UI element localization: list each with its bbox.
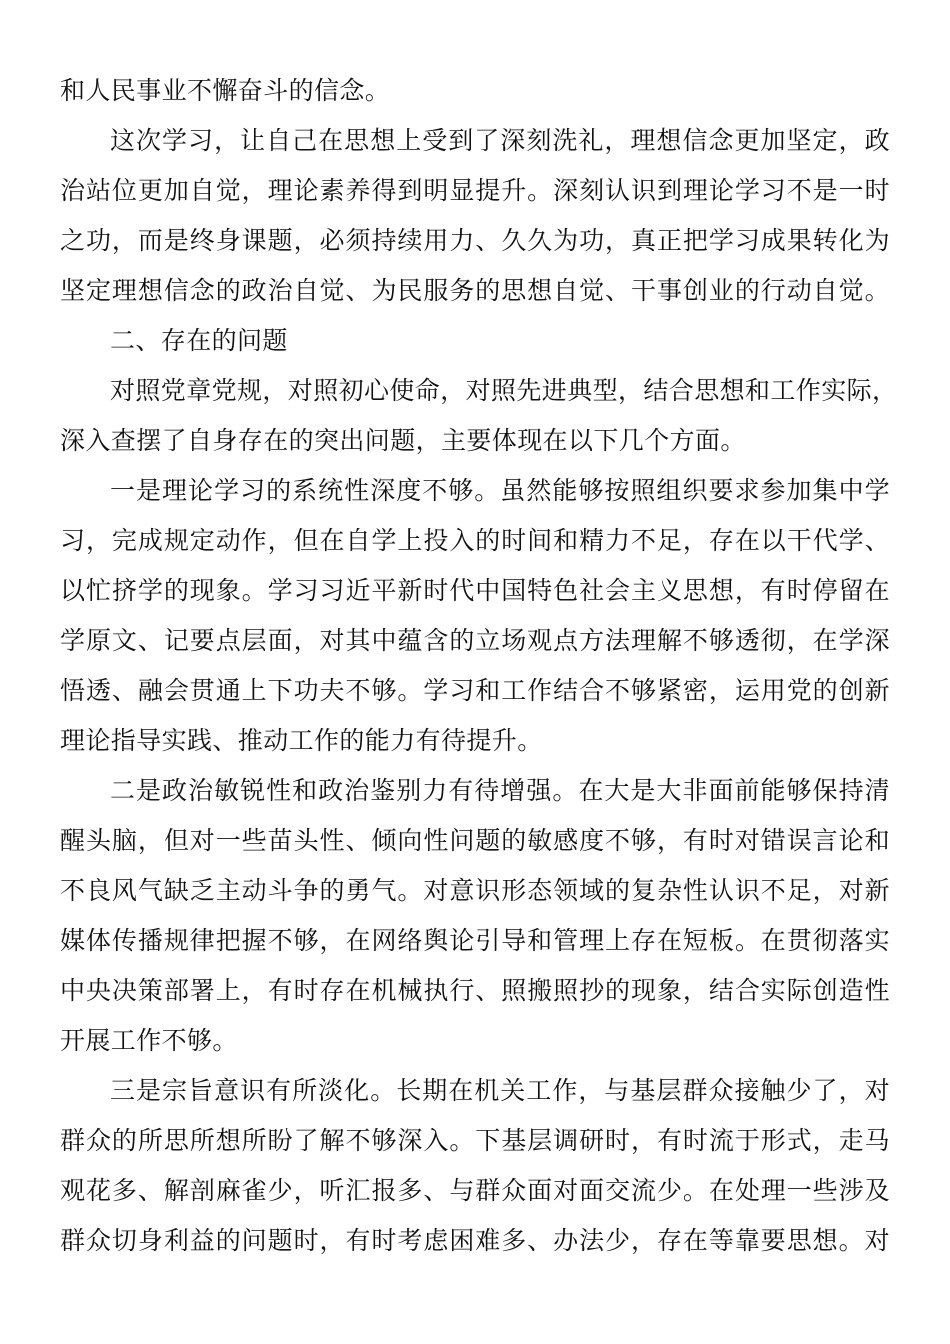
text-line: 坚定理想信念的政治自觉、为民服务的思想自觉、干事创业的行动自觉。 xyxy=(60,276,890,305)
text-line: 以忙挤学的现象。学习习近平新时代中国特色社会主义思想，有时停留在 xyxy=(60,576,890,605)
document-body xyxy=(60,66,898,1266)
text-line: 悟透、融会贯通上下功夫不够。学习和工作结合不够紧密，运用党的创新 xyxy=(60,676,890,705)
text-line: 理论指导实践、推动工作的能力有待提升。 xyxy=(60,726,543,755)
text-line: 一是理论学习的系统性深度不够。虽然能够按照组织要求参加集中学 xyxy=(110,476,890,505)
text-line: 三是宗旨意识有所淡化。长期在机关工作，与基层群众接触少了，对 xyxy=(110,1076,890,1105)
text-line: 这次学习，让自己在思想上受到了深刻洗礼，理想信念更加坚定，政 xyxy=(110,126,890,155)
text-line: 对照党章党规，对照初心使命，对照先进典型，结合思想和工作实际， xyxy=(110,376,898,405)
text-line: 二是政治敏锐性和政治鉴别力有待增强。在大是大非面前能够保持清 xyxy=(110,776,890,805)
text-line: 和人民事业不懈奋斗的信念。 xyxy=(60,76,391,105)
text-line: 学原文、记要点层面，对其中蕴含的立场观点方法理解不够透彻，在学深 xyxy=(60,626,890,655)
text-line: 观花多、解剖麻雀少，听汇报多、与群众面对面交流少。在处理一些涉及 xyxy=(60,1176,890,1205)
text-line: 深入查摆了自身存在的突出问题，主要体现在以下几个方面。 xyxy=(60,426,746,455)
text-line: 中央决策部署上，有时存在机械执行、照搬照抄的现象，结合实际创造性 xyxy=(60,976,890,1005)
text-line: 治站位更加自觉，理论素养得到明显提升。深刻认识到理论学习不是一时 xyxy=(60,176,890,205)
text-line: 习，完成规定动作，但在自学上投入的时间和精力不足，存在以干代学、 xyxy=(60,526,890,555)
text-line: 二、存在的问题 xyxy=(110,326,288,355)
text-line: 群众的所思所想所盼了解不够深入。下基层调研时，有时流于形式，走马 xyxy=(60,1126,890,1155)
text-line: 之功，而是终身课题，必须持续用力、久久为功，真正把学习成果转化为 xyxy=(60,226,890,255)
text-line: 群众切身利益的问题时，有时考虑困难多、办法少，存在等靠要思想。对 xyxy=(60,1226,890,1255)
text-line: 媒体传播规律把握不够，在网络舆论引导和管理上存在短板。在贯彻落实 xyxy=(60,926,890,955)
text-line: 醒头脑，但对一些苗头性、倾向性问题的敏感度不够，有时对错误言论和 xyxy=(60,826,890,855)
text-line: 不良风气缺乏主动斗争的勇气。对意识形态领域的复杂性认识不足，对新 xyxy=(60,876,890,905)
text-line: 开展工作不够。 xyxy=(60,1026,238,1055)
